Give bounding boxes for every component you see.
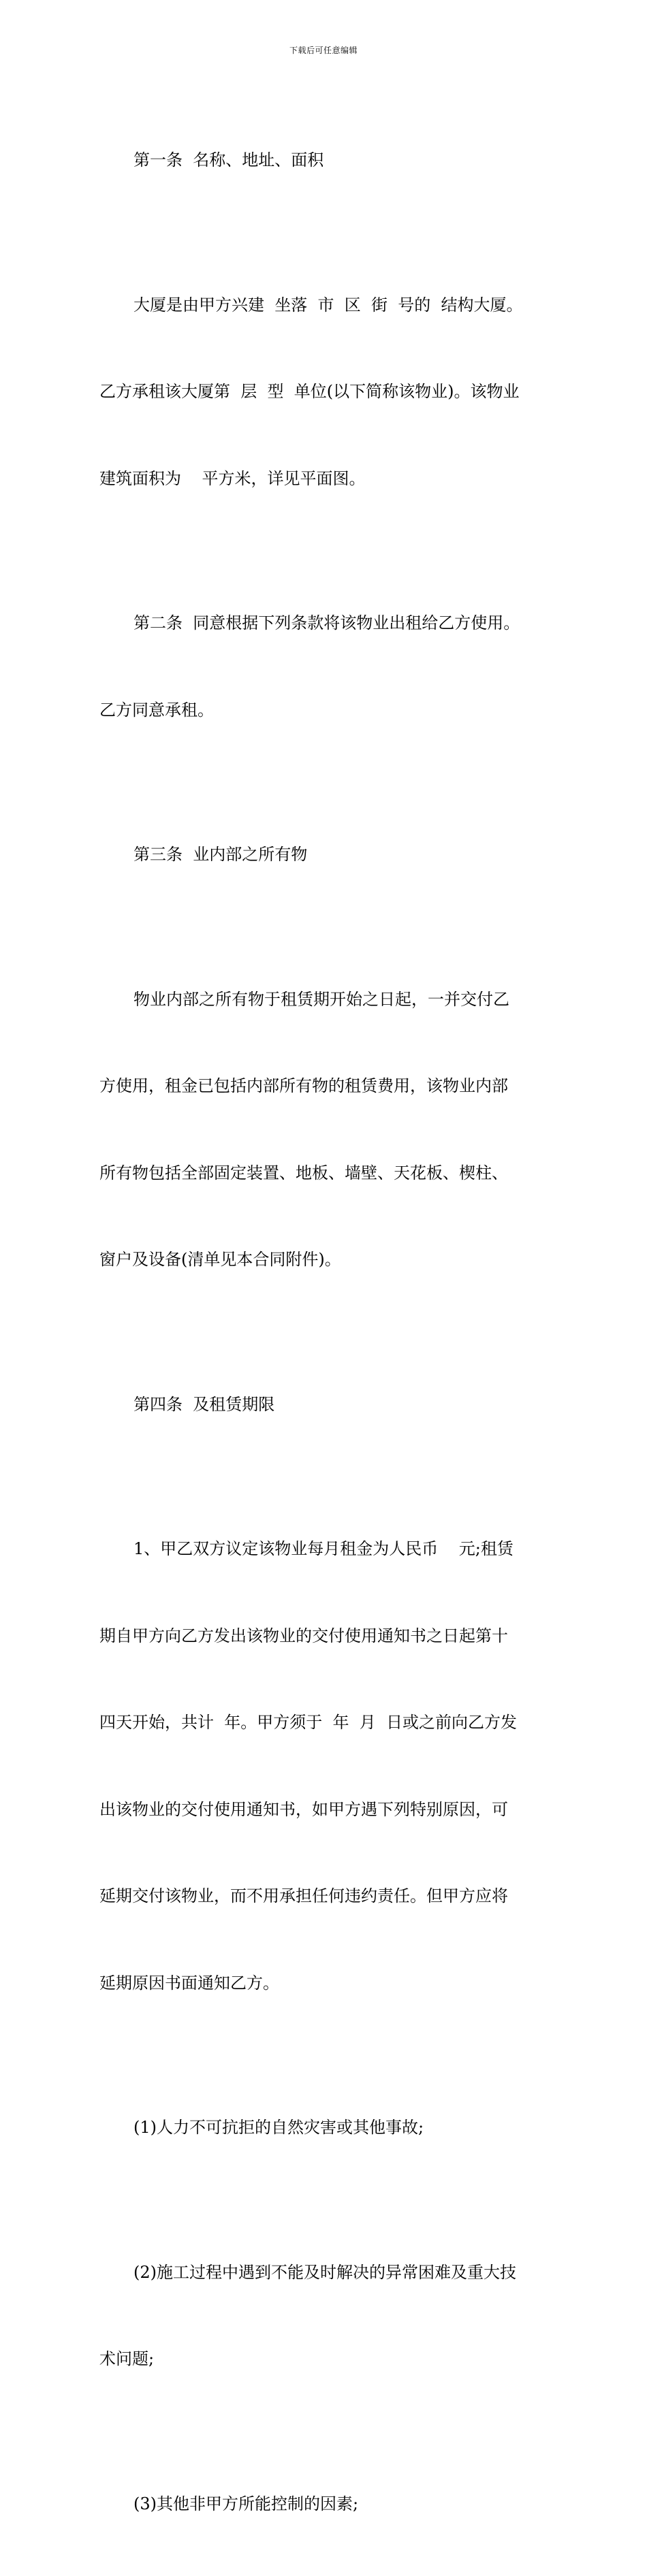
paragraph-article-4-clause-1 <box>99 1477 550 2055</box>
paragraph-article-1-body <box>99 233 550 551</box>
text-line: 乙方承租该大厦第 层 型 单位(以下简称该物业)。该物业 <box>99 377 550 406</box>
text-line: 第二条 同意根据下列条款将该物业出租给乙方使用。 <box>99 609 550 638</box>
paragraph-article-4-title <box>99 1332 550 1477</box>
text-line: (2)施工过程中遇到不能及时解决的异常困难及重大技 <box>99 2258 550 2287</box>
paragraph-article-3-title <box>99 782 550 927</box>
document-body <box>99 88 550 2576</box>
paragraph-item-2 <box>99 2200 550 2432</box>
text-line: 方使用，租金已包括内部所有物的租赁费用，该物业内部 <box>99 1072 550 1101</box>
text-line: 所有物包括全部固定装置、地板、墙壁、天花板、楔柱、 <box>99 1159 550 1188</box>
paragraph-item-1 <box>99 2055 550 2200</box>
text-line: 第四条 及租赁期限 <box>99 1390 550 1419</box>
text-line: 窗户及设备(清单见本合同附件)。 <box>99 1245 550 1274</box>
text-line: 1、甲乙双方议定该物业每月租金为人民币 元;租赁 <box>99 1534 550 1564</box>
paragraph-article-1-title <box>99 88 550 233</box>
text-line: 乙方同意承租。 <box>99 696 550 725</box>
text-line: 术问题; <box>99 2345 550 2374</box>
text-line: (3)其他非甲方所能控制的因素; <box>99 2490 550 2519</box>
paragraph-article-2 <box>99 551 550 782</box>
text-line: 大厦是由甲方兴建 坐落 市 区 街 号的 结构大厦。 <box>99 291 550 320</box>
text-line: 物业内部之所有物于租赁期开始之日起，一并交付乙 <box>99 985 550 1014</box>
text-line: 第一条 名称、地址、面积 <box>99 146 550 175</box>
paragraph-article-3-body <box>99 927 550 1332</box>
text-line: 延期原因书面通知乙方。 <box>99 1969 550 1998</box>
text-line: 四天开始，共计 年。甲方须于 年 月 日或之前向乙方发 <box>99 1708 550 1737</box>
text-line: 第三条 业内部之所有物 <box>99 840 550 869</box>
page-header: 下载后可任意编辑 <box>0 45 647 56</box>
text-line: (1)人力不可抗拒的自然灾害或其他事故; <box>99 2113 550 2142</box>
text-line: 出该物业的交付使用通知书，如甲方遇下列特别原因，可 <box>99 1795 550 1824</box>
text-line: 建筑面积为 平方米，详见平面图。 <box>99 464 550 494</box>
text-line: 延期交付该物业，而不用承担任何违约责任。但甲方应将 <box>99 1882 550 1911</box>
paragraph-item-3 <box>99 2432 550 2576</box>
text-line: 期自甲方向乙方发出该物业的交付使用通知书之日起第十 <box>99 1622 550 1651</box>
